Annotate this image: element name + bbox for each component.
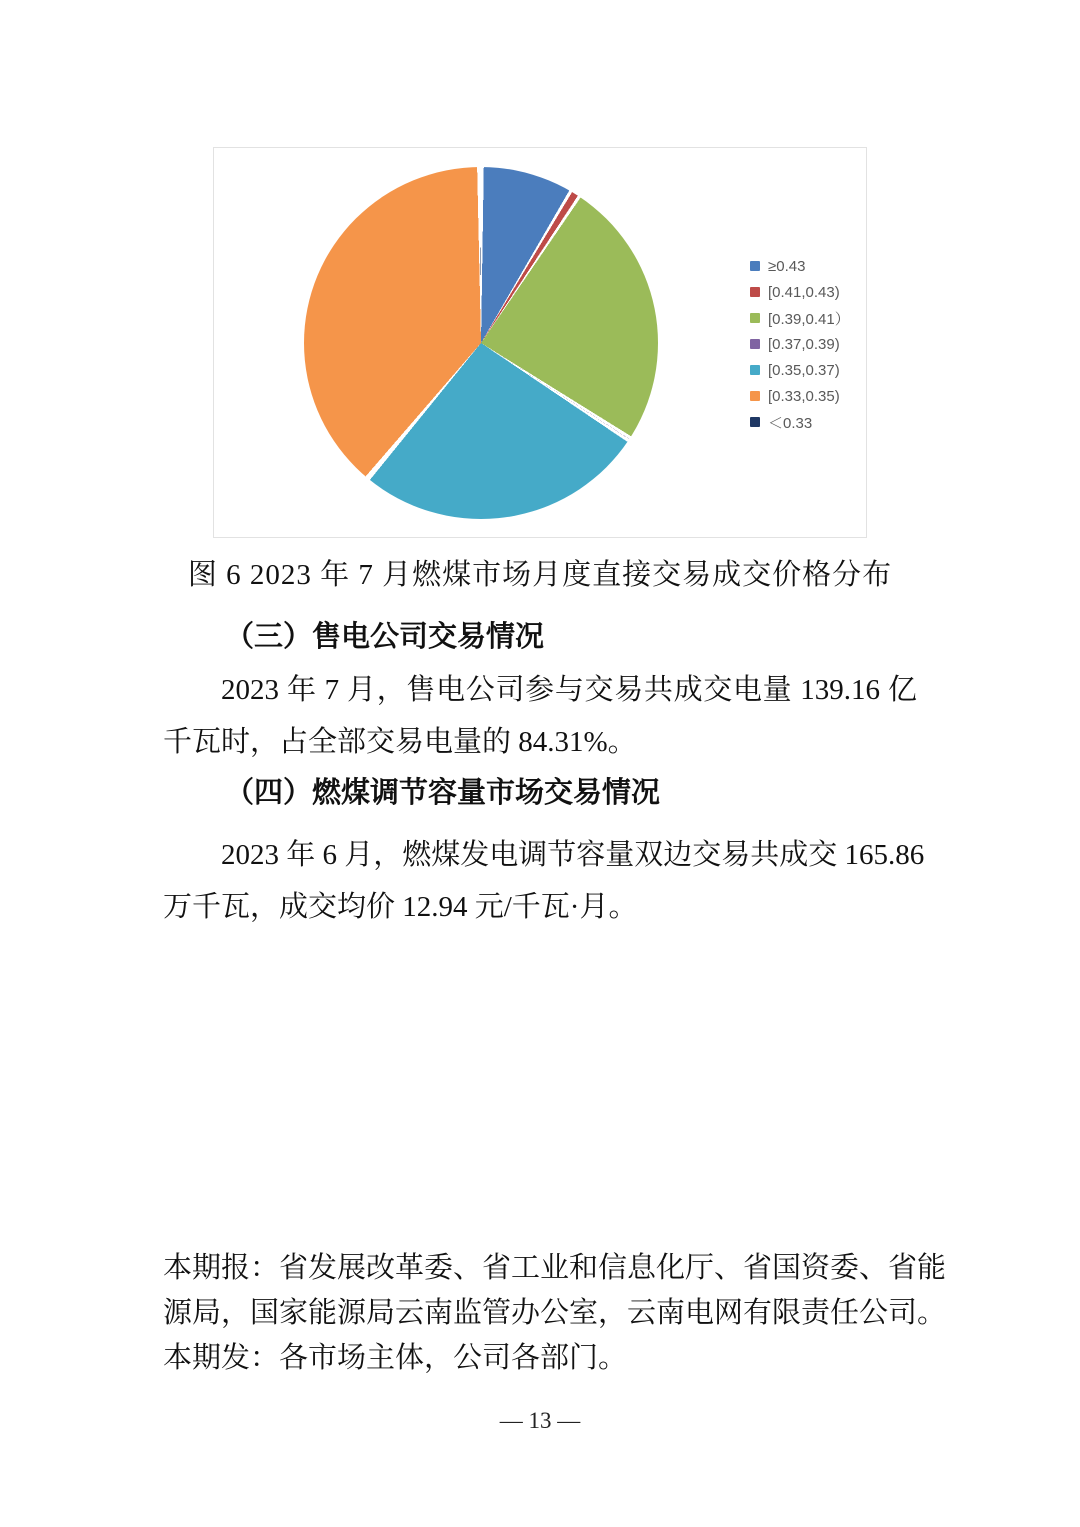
pie-chart: [213, 147, 867, 538]
legend-label: [0.39,0.41）: [768, 310, 850, 328]
text-line: 万千瓦，成交均价 12.94 元/千瓦·月。: [163, 891, 638, 923]
legend-marker: [750, 313, 760, 323]
text-line: 本期报：省发展改革委、省工业和信息化厅、省国资委、省能: [163, 1252, 947, 1284]
legend-marker: [750, 365, 760, 375]
footer-block: [163, 1246, 947, 1381]
text-line: 源局，国家能源局云南监管办公室，云南电网有限责任公司。: [163, 1297, 947, 1329]
text-line: 本期发：各市场主体，公司各部门。: [163, 1342, 628, 1374]
text-line: 2023 年 7 月，售电公司参与交易共成交电量 139.16 亿: [221, 674, 917, 706]
text-line: 2023 年 6 月，燃煤发电调节容量双边交易共成交 165.86: [221, 839, 925, 871]
footer-report-to: [163, 1246, 947, 1336]
legend-label: ＜0.33: [768, 414, 813, 432]
legend-item: [750, 383, 850, 409]
legend-marker: [750, 339, 760, 349]
paragraph-sales-companies: [163, 664, 917, 768]
legend-label: [0.41,0.43): [768, 283, 840, 301]
legend-marker: [750, 287, 760, 297]
legend-item: [750, 305, 850, 331]
legend-item: [750, 409, 850, 435]
chart-legend: [750, 253, 850, 435]
section-heading-3: （三）售电公司交易情况: [225, 621, 545, 653]
section-heading-4: （四）燃煤调节容量市场交易情况: [225, 777, 661, 809]
legend-item: [750, 357, 850, 383]
legend-marker: [750, 417, 760, 427]
legend-label: ≥0.43: [768, 257, 806, 275]
legend-item: [750, 253, 850, 279]
figure-caption: 图 6 2023 年 7 月燃煤市场月度直接交易成交价格分布: [187, 559, 893, 591]
footer-distribute-to: [163, 1336, 917, 1381]
text-line: 千瓦时，占全部交易电量的 84.31%。: [163, 726, 637, 758]
legend-item: [750, 331, 850, 357]
legend-marker: [750, 391, 760, 401]
legend-marker: [750, 261, 760, 271]
pie-graphic: [304, 167, 658, 519]
paragraph-capacity-market: [163, 829, 925, 933]
legend-label: [0.33,0.35): [768, 387, 840, 405]
legend-label: [0.37,0.39): [768, 335, 840, 353]
page-number: — 13 —: [499, 1408, 581, 1433]
legend-label: [0.35,0.37): [768, 361, 840, 379]
legend-item: [750, 279, 850, 305]
